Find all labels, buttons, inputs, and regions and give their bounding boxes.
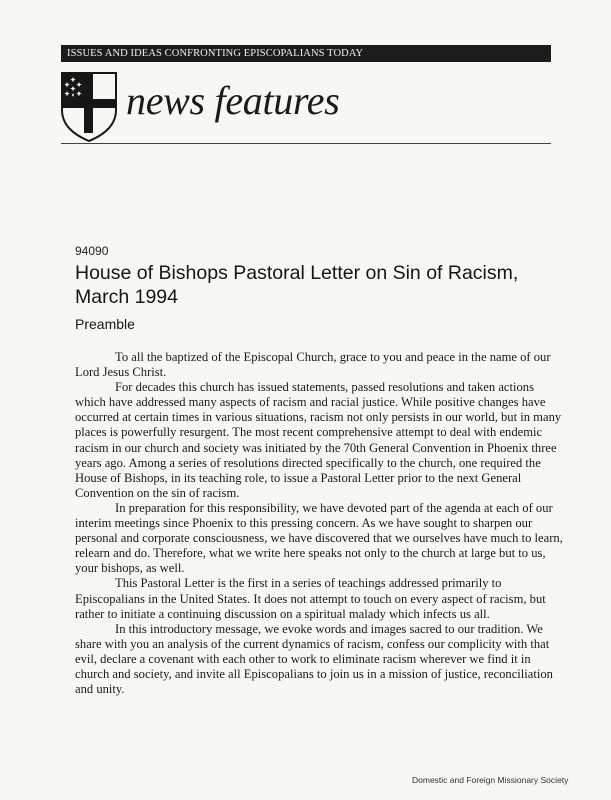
- episcopal-shield-icon: [61, 72, 117, 142]
- masthead-divider: [61, 143, 551, 144]
- body-paragraph: For decades this church has issued statements, passed resolutions and taken actions which have addressed many aspects of racism and racial justice. While positive changes have occurred at certain times in various situations, racism not only persists in our world, but in many places is powerfully resurgent. The most recent comprehensive attempt to deal with endemic racism in our church and society was initiated by the 70th General Convention in Phoenix three years ago. Among a series of resolutions directed specifically to the church, one required the House of Bishops, in its teaching role, to issue a Pastoral Letter prior to the next General Convention on the sin of racism.: [75, 380, 562, 500]
- publisher-footer: Domestic and Foreign Missionary Society: [412, 775, 569, 785]
- document-number: 94090: [75, 244, 109, 258]
- body-paragraph: In this introductory message, we evoke words and images sacred to our tradition. We share with you an analysis of the current dynamics of racism, confess our complicity with that evil, declare a covenant with each other to work to eliminate racism wherever we find it in church and society, and invite all Episcopalians to join us in a mission of justice, reconciliation and unity.: [75, 621, 553, 697]
- masthead-banner: ISSUES AND IDEAS CONFRONTING EPISCOPALIANS TODAY: [61, 45, 551, 62]
- body-paragraph: To all the baptized of the Episcopal Church, grace to you and peace in the name of our Lord Jesus Christ.: [75, 350, 551, 380]
- body-paragraph: In preparation for this responsibility, we have devoted part of the agenda at each of our interim meetings since Phoenix to this pressing concern. As we have sought to sharpen our personal and corporate consciousness, we have discovered that we ourselves have much to learn, relearn and do. Therefore, what we write here speaks not only to the church at large but to us, your bishops, as well.: [75, 500, 563, 576]
- section-heading: Preamble: [75, 316, 135, 332]
- body-paragraph: This Pastoral Letter is the first in a series of teachings addressed primarily to Episcopalians in the United States. It does not attempt to touch on every aspect of racism, but rather to initiate a continuing discussion on a spiritual malady which infects us all.: [75, 576, 546, 621]
- masthead-title: news features: [126, 78, 340, 123]
- page-title: House of Bishops Pastoral Letter on Sin of Racism, March 1994: [75, 262, 519, 308]
- letter-body: [75, 350, 563, 697]
